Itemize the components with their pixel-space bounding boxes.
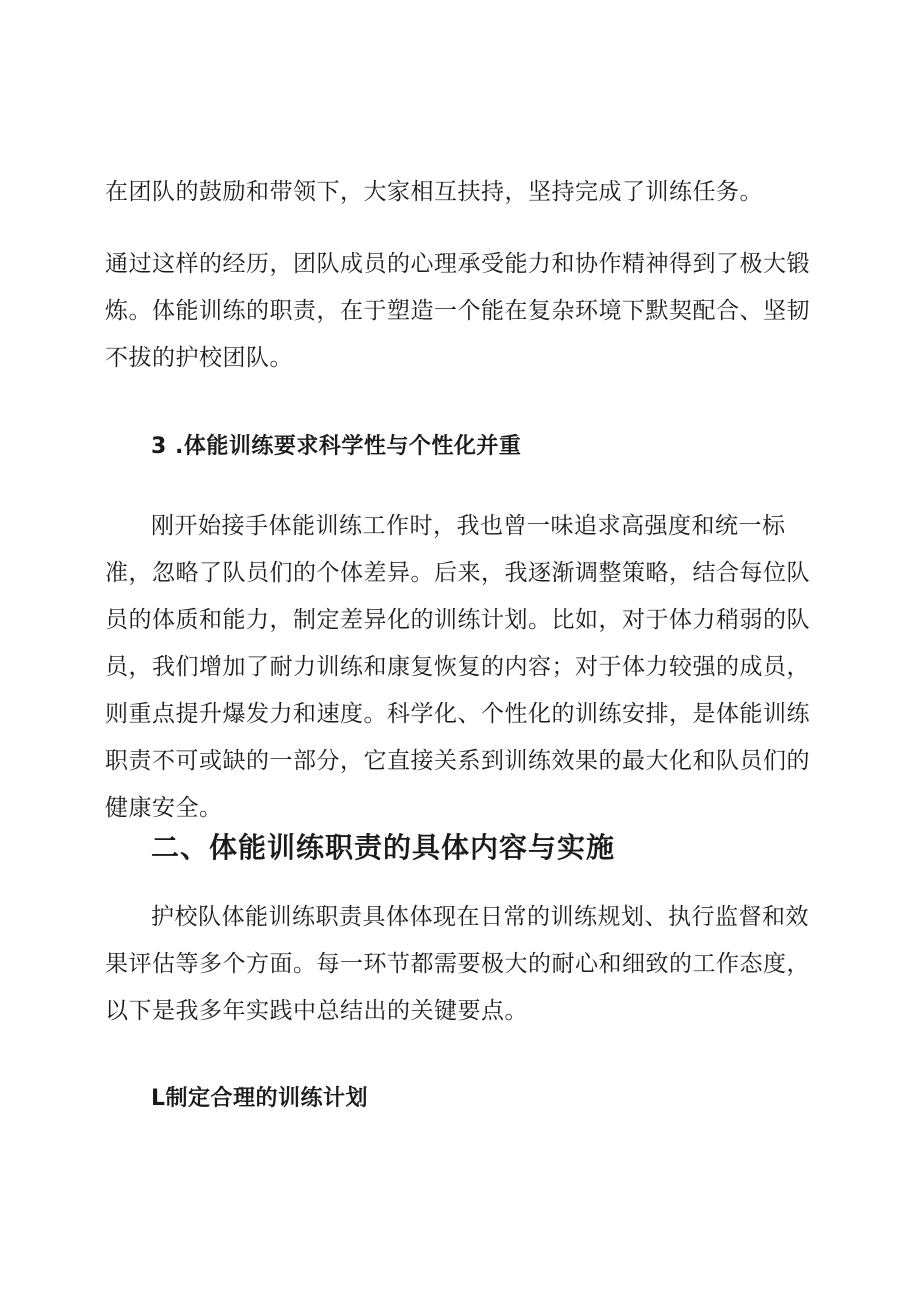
subheading-training-plan: L制定合理的训练计划 <box>151 1086 369 1111</box>
paragraph-duties-overview: 护校队体能训练职责具体体现在日常的训练规划、执行监督和效果评估等多个方面。每一环节都需要极大的耐心和细致的工作态度，以下是我多年实践中总结出的关键要点。 <box>105 904 810 1024</box>
paragraph-team-encouragement: 在团队的鼓励和带领下，大家相互扶持，坚持完成了训练任务。 <box>105 179 763 205</box>
section-heading-duties-implementation: 二、体能训练职责的具体内容与实施 <box>151 831 616 864</box>
paragraph-experience-training: 通过这样的经历，团队成员的心理承受能力和协作精神得到了极大锻炼。体能训练的职责，在于塑造一个能在复杂环境下默契配合、坚韧不拔的护校团队。 <box>105 251 810 371</box>
paragraph-strategy-adjustment: 刚开始接手体能训练工作时，我也曾一味追求高强度和统一标准，忽略了队员们的个体差异。后来，我逐渐调整策略，结合每位队员的体质和能力，制定差异化的训练计划。比如，对于体力稍弱的队员，我们增加了耐力训练和康复恢复的内容；对于体力较强的成员，则重点提升爆发力和速度。科学化、个性化的训练安排，是体能训练职责不可或缺的一部分，它直接关系到训练效果的最大化和队员们的健康安全。 <box>105 513 810 821</box>
subheading-scientific-personalized: 3 .体能训练要求科学性与个性化并重 <box>151 434 522 459</box>
